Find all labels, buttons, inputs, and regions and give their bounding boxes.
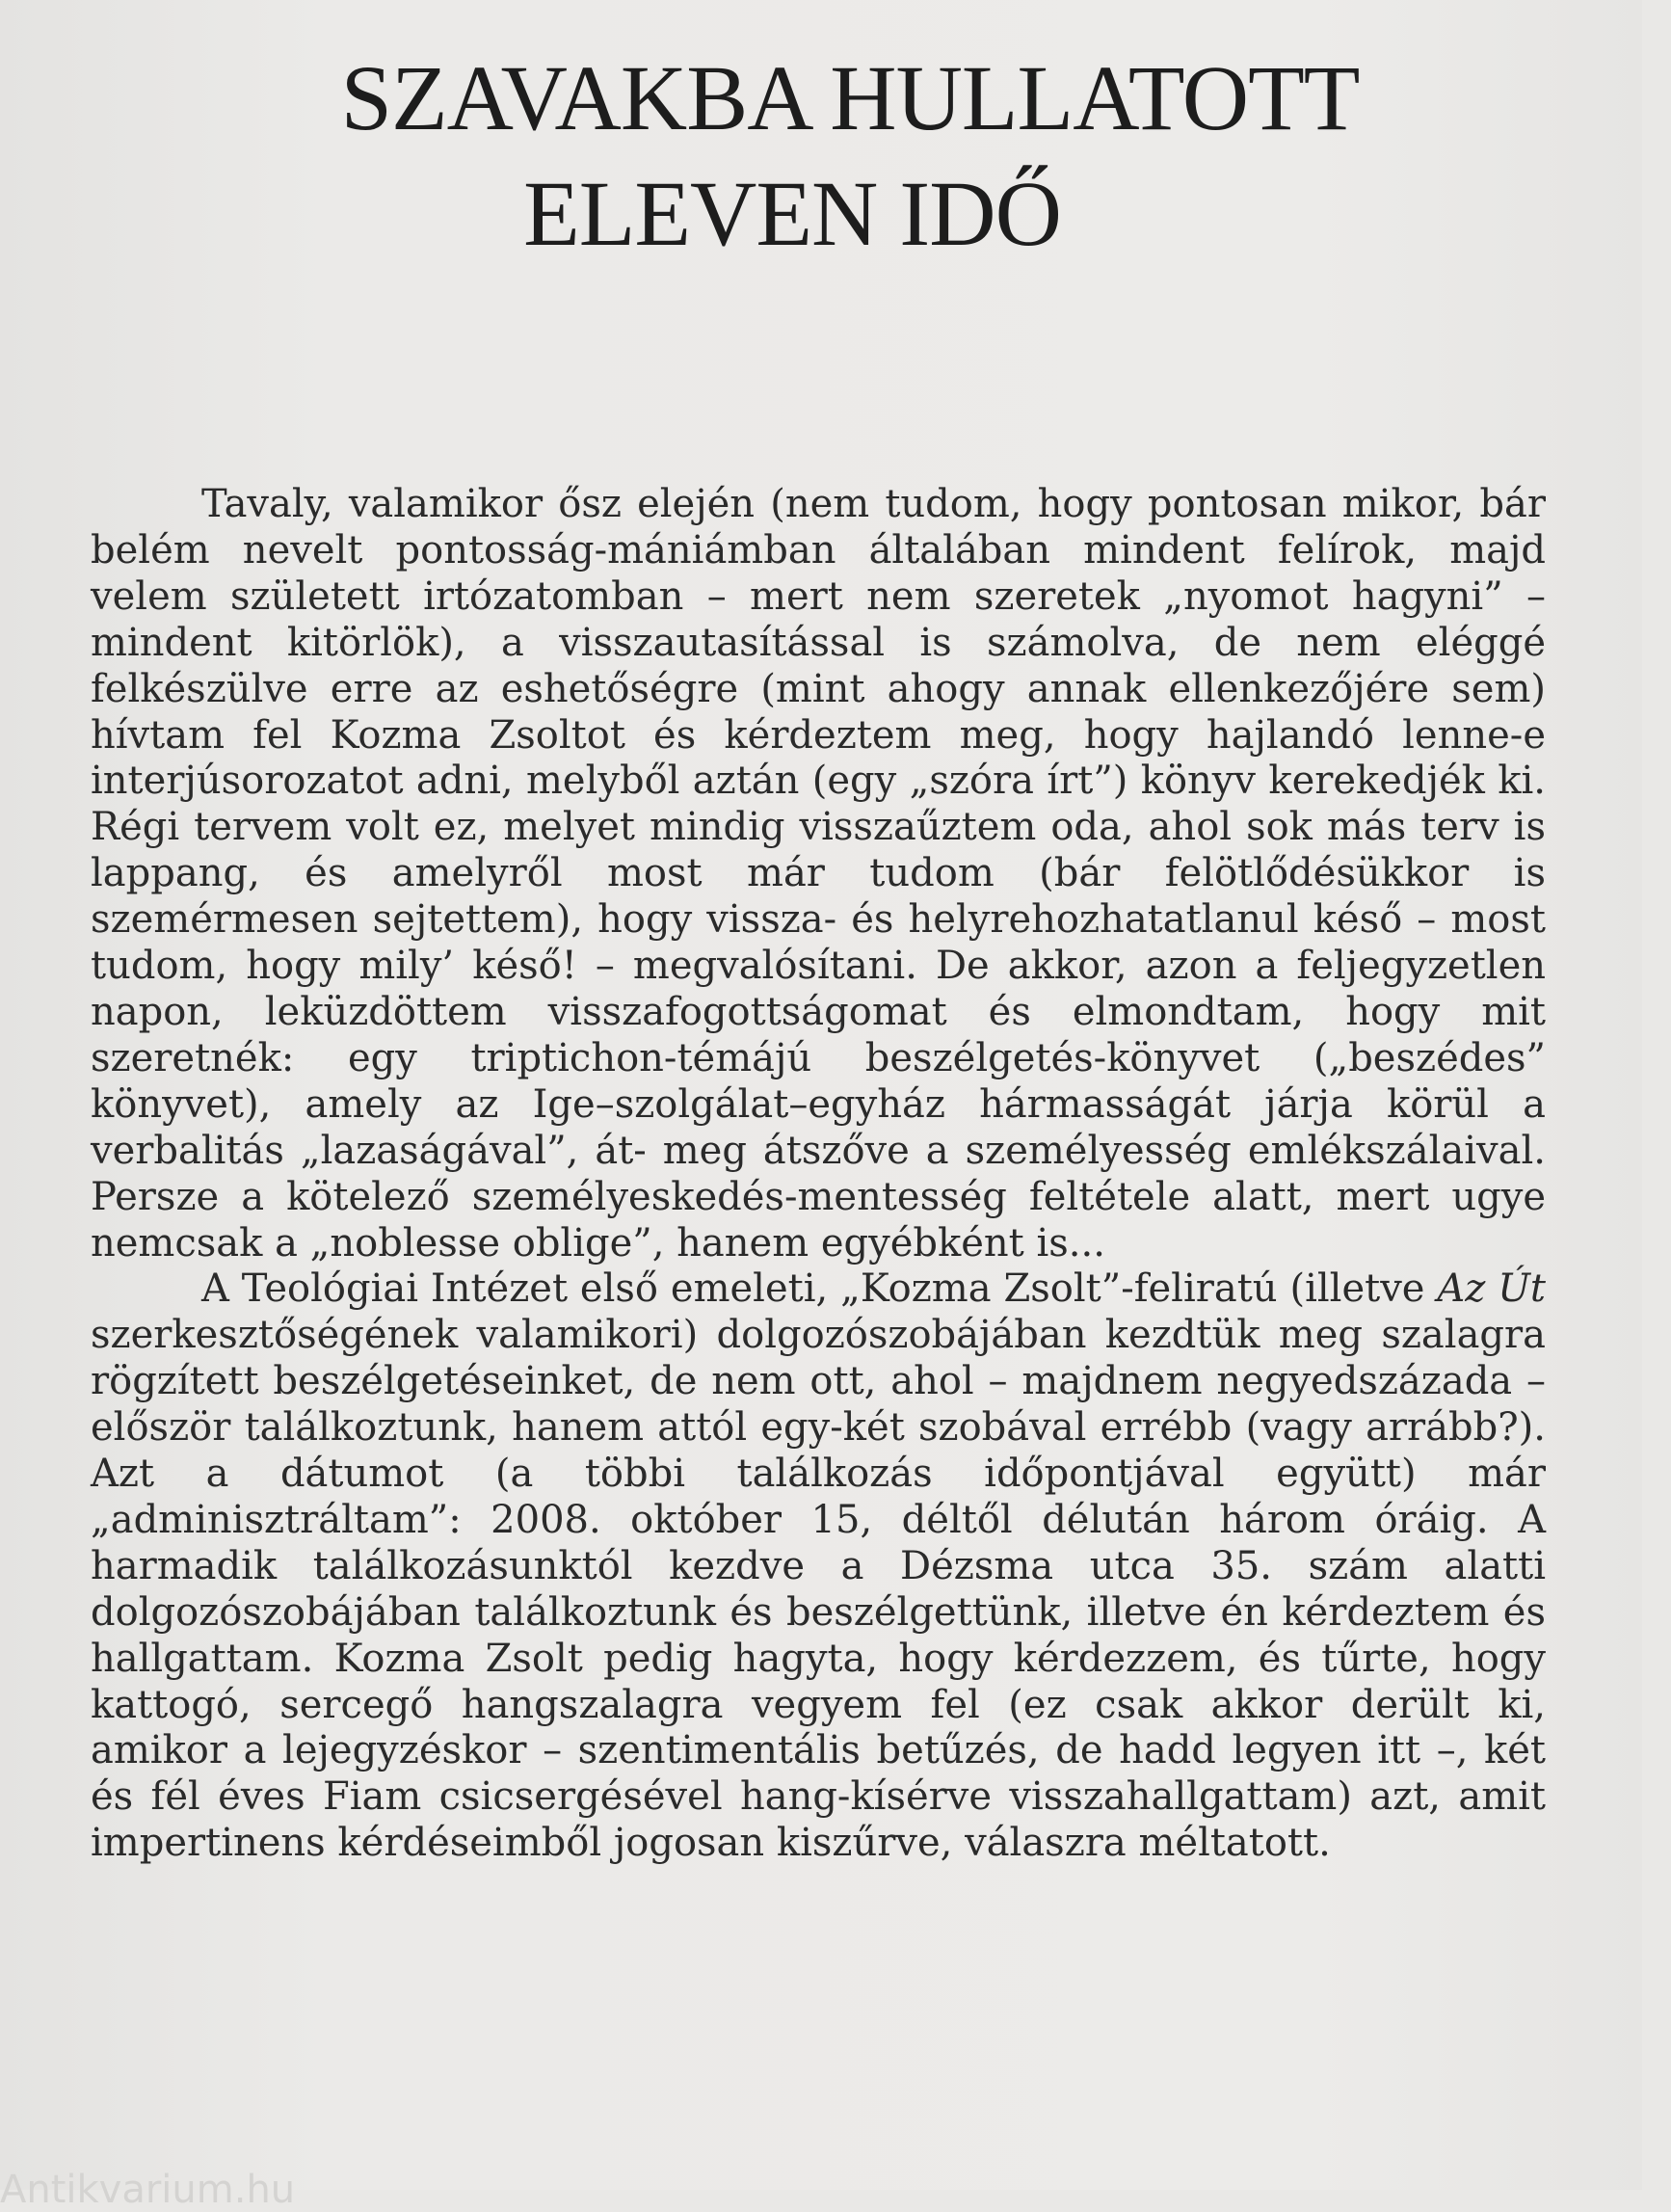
body-text [91, 482, 1546, 1867]
watermark: Antikvarium.hu [0, 2168, 296, 2212]
journal-title: Az Út [1437, 1266, 1546, 1312]
paragraph-2-rest: szerkesztőségének valamikori) dolgozószobájában kezdtük meg szalagra rögzített beszélgetéseinket, de nem ott, ahol – majdnem negyedszázada – először találkoztunk, hanem attól egy-két szobával errébb (vagy arrább?). Azt a dátumot (a többi találkozás időpontjával együtt) már „adminisztráltam”: 2008. október 15, déltől délután három óráig. A harmadik találkozásunktól kezdve a Dézsma utca 35. szám alatti dolgozószobájában találkoztunk és beszélgettünk, illetve én kérdeztem és hallgattam. Kozma Zsolt pedig hagyta, hogy kérdezzem, és tűrte, hogy kattogó, sercegő hangszalagra vegyem fel (ez csak akkor derült ki, amikor a lejegyzéskor – szentimentális betűzés, de hadd legyen itt –, két és fél éves Fiam csicsergésével hang-kísérve visszahallgattam) azt, amit impertinens kérdéseimből jogosan kiszűrve, válaszra méltatott. [91, 1313, 1546, 1866]
paragraph-2 [91, 1266, 1546, 1867]
chapter-title-line-1: SZAVAKBA HULLATOTT [340, 46, 1360, 149]
paragraph-1: Tavaly, valamikor ősz elején (nem tudom, hogy pontosan mikor, bár belém nevelt pontosság-mániámban általában mindent felírok, majd velem született irtózatomban – mert nem szeretek „nyomot hagyni” – mindent kitörlök), a visszautasítással is számolva, de nem eléggé felkészülve erre az eshetőségre (mint ahogy annak ellenkezőjére sem) hívtam fel Kozma Zsoltot és kérdeztem meg, hogy hajlandó lenne-e interjúsorozatot adni, melyből aztán (egy „szóra írt”) könyv kerekedjék ki. Régi tervem volt ez, melyet mindig visszaűztem oda, ahol sok más terv is lappang, és amelyről most már tudom (bár felötlődésükkor is szemérmesen sejtettem), hogy vissza- és helyrehozhatatlanul késő – most tudom, hogy mily’ késő! – megvalósítani. De akkor, azon a feljegyzetlen napon, leküzdöttem visszafogottságomat és elmondtam, hogy mit szeretnék: egy triptichon-témájú beszélgetés-könyvet („beszédes” könyvet), amely az Ige–szolgálat–egyház hármasságát járja körül a verbalitás „lazaságával”, át- meg átszőve a személyesség emlékszálaival. Persze a kötelező személyeskedés-mentesség feltétele alatt, mert ugye nemcsak a „noblesse oblige”, hanem egyébként is... [91, 482, 1546, 1266]
chapter-title-line-2: ELEVEN IDŐ [523, 162, 1061, 265]
paragraph-2-start: A Teológiai Intézet első emeleti, „Kozma Zsolt”-feliratú (illetve [201, 1266, 1438, 1312]
